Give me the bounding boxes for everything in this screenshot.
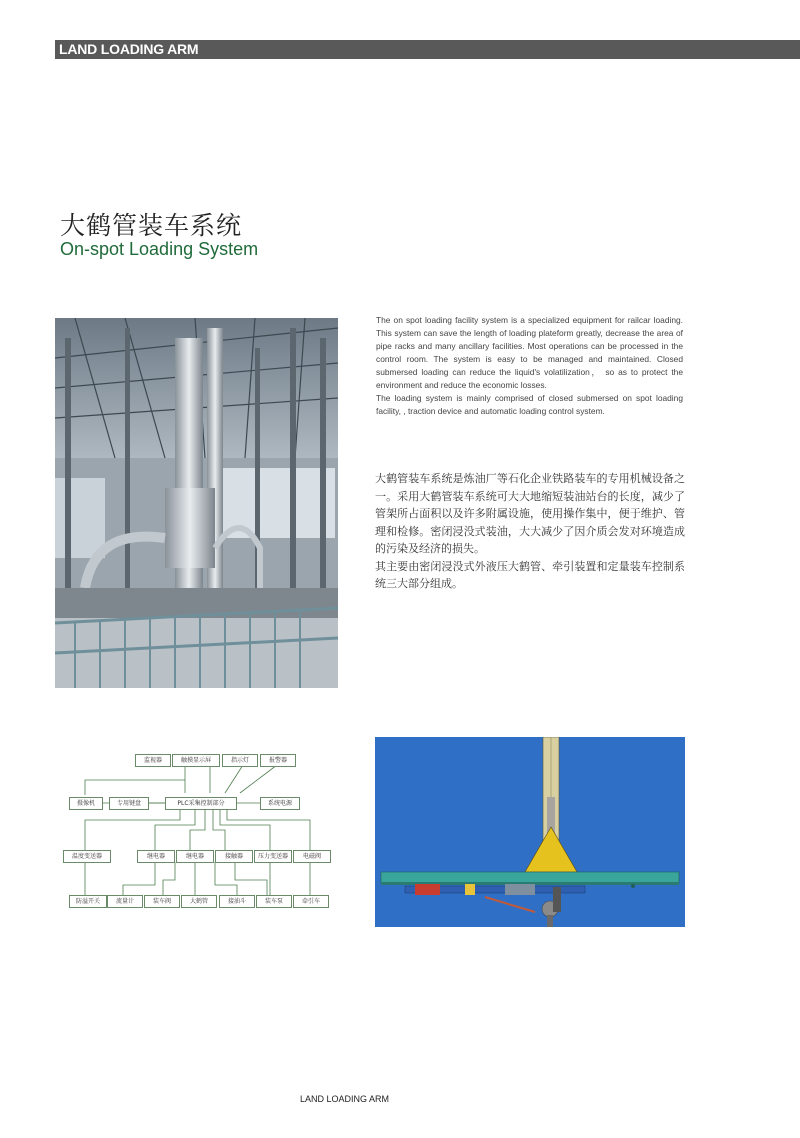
description-cn [375,470,685,593]
diagram-box-monitor: 监视器 [135,754,171,767]
diagram-box-camera: 摄像机 [69,797,103,810]
footer-label: LAND LOADING ARM [300,1094,390,1104]
loading-arm-cad-drawing [375,737,685,927]
description-en [376,314,683,418]
header-label: LAND LOADING ARM [59,41,199,57]
diagram-box-overflow-switch: 防溢开关 [69,895,107,908]
diagram-box-pressure: 压力变送器 [254,850,292,863]
diagram-box-indicator: 指示灯 [222,754,258,767]
diagram-box-loading-valve: 装车阀 [144,895,180,908]
diagram-box-power: 系统电源 [260,797,300,810]
diagram-box-alarm: 报警器 [260,754,296,767]
diagram-box-solenoid: 电磁阀 [293,850,331,863]
description-cn-paragraph: 其主要由密闭浸没式外液压大鹤管、牵引装置和定量装车控制系统三大部分组成。 [375,559,685,590]
diagram-box-loading-arm: 大鹤管 [181,895,217,908]
diagram-box-contactor: 接触器 [215,850,253,863]
diagram-box-keyboard: 专用键盘 [109,797,149,810]
diagram-box-loading-pump: 装车泵 [256,895,292,908]
diagram-box-temperature: 温度变送器 [63,850,111,863]
diagram-box-relay-2: 继电器 [176,850,214,863]
diagram-box-relay-1: 继电器 [137,850,175,863]
diagram-box-touchscreen: 触摸显示屏 [172,754,220,767]
description-cn-paragraph: 大鹤管装车系统是炼油厂等石化企业铁路装车的专用机械设备之一。采用大鹤管装车系统可大大地缩短装油站台的长度，减少了管架所占面积以及许多附属设施，使用操作集中，便于维护、管理和检修。密闭浸没式装油，大大减少了因介质会发对环境造成的污染及经济的损失。 [375,472,685,555]
header-bar [55,40,800,59]
diagram-box-flowmeter: 流量计 [107,895,143,908]
facility-photo [55,318,338,688]
description-en-paragraph: The on spot loading facility system is a specialized equipment for railcar loading. This system can save the length of loading plateform greatly, decrease the area of pipe racks and many ancillary facilities. Most operations can be processed in the control room. The system is easy to be managed and maintained. Closed submersed loading can reduce the liquid's volatilization， so as to protect the environment and reduce the economic losses. [376,315,683,390]
control-system-diagram [55,745,345,915]
diagram-box-tractor: 牵引车 [293,895,329,908]
page-title-en: On-spot Loading System [60,239,259,259]
diagram-box-plc: PLC采集控制部分 [165,797,237,810]
page-title-cn: 大鹤管装车系统 [60,211,243,240]
description-en-paragraph: The loading system is mainly comprised of closed submersed on spot loading facility, , traction device and automatic loading control system. [376,393,683,416]
diagram-box-drip-tray: 接油斗 [219,895,255,908]
